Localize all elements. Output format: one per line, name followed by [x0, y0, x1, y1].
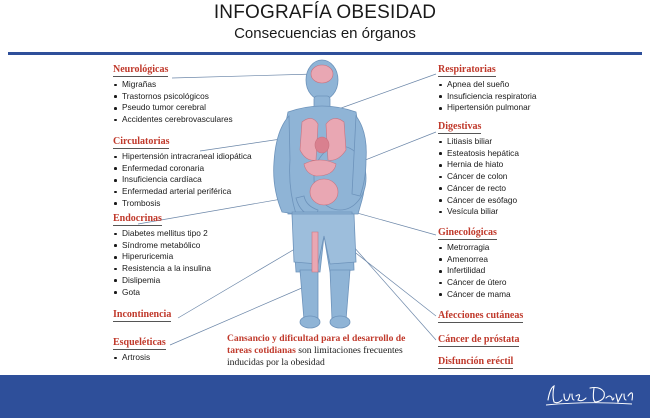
list-ginecologicas	[438, 242, 511, 301]
brain	[311, 65, 333, 83]
signature-logo	[542, 380, 634, 410]
fatigue-note-highlight: Cansancio y dificultad para el desarrollo de tareas cotidianas	[227, 333, 406, 356]
fatigue-note-text: son limitaciones frecuentes inducidas por la obesidad	[227, 345, 403, 368]
category-endocrinas: Endocrinas	[113, 213, 162, 224]
list-item: Hiperuricemia	[113, 251, 211, 263]
category-cancer-prostata: Cáncer de próstata	[438, 334, 520, 345]
list-item: Litiasis biliar	[438, 136, 519, 148]
list-item: Diabetes mellitus tipo 2	[113, 228, 211, 240]
list-item: Cáncer de recto	[438, 183, 519, 195]
femoral-vessel	[312, 232, 318, 272]
list-item: Insuficiencia cardíaca	[113, 174, 252, 186]
list-circulatorias	[113, 151, 252, 210]
list-respiratorias	[438, 79, 536, 114]
category-esqueleticas: Esqueléticas	[113, 337, 166, 348]
category-digestivas: Digestivas	[438, 121, 482, 132]
list-digestivas	[438, 136, 519, 218]
list-item: Cáncer de colon	[438, 171, 519, 183]
connector-afecciones	[352, 250, 436, 316]
list-item: Infertilidad	[438, 265, 511, 277]
category-ginecologicas: Ginecológicas	[438, 227, 497, 238]
list-item: Cáncer de mama	[438, 289, 511, 301]
category-disfuncion-erectil: Disfunción eréctil	[438, 356, 514, 367]
list-item: Resistencia a la insulina	[113, 263, 211, 275]
list-item: Dislipemia	[113, 275, 211, 287]
category-incontinencia: Incontinencia	[113, 309, 172, 320]
category-afecciones-cutaneas: Afecciones cutáneas	[438, 310, 524, 321]
list-item: Amenorrea	[438, 254, 511, 266]
fatigue-note	[227, 333, 427, 369]
list-neurologicas	[113, 79, 233, 126]
list-item: Insuficiencia respiratoria	[438, 91, 536, 103]
list-item: Síndrome metabólico	[113, 240, 211, 252]
connector-neurologicas	[172, 74, 315, 78]
list-item: Pseudo tumor cerebral	[113, 102, 233, 114]
list-item: Artrosis	[113, 352, 150, 364]
list-item: Trombosis	[113, 198, 252, 210]
list-item: Hernia de hiato	[438, 159, 519, 171]
list-item: Esteatosis hepática	[438, 148, 519, 160]
list-item: Trastornos psicológicos	[113, 91, 233, 103]
page-title: INFOGRAFÍA OBESIDAD	[213, 2, 437, 23]
list-endocrinas	[113, 228, 211, 298]
list-esqueleticas	[113, 352, 150, 364]
list-item: Enfermedad coronaria	[113, 163, 252, 175]
list-item: Cáncer de esófago	[438, 195, 519, 207]
list-item: Hipertensión pulmonar	[438, 102, 536, 114]
page-subtitle: Consecuencias en órganos	[234, 25, 416, 42]
list-item: Cáncer de útero	[438, 277, 511, 289]
list-item: Metrorragia	[438, 242, 511, 254]
right-lung	[326, 118, 346, 160]
connector-respiratorias	[330, 74, 436, 112]
category-respiratorias: Respiratorias	[438, 64, 496, 75]
category-circulatorias: Circulatorias	[113, 136, 170, 147]
list-item: Apnea del sueño	[438, 79, 536, 91]
category-neurologicas: Neurológicas	[113, 64, 169, 75]
list-item: Hipertensión intracraneal idiopática	[113, 151, 252, 163]
intestines	[310, 179, 338, 205]
heart	[315, 137, 329, 153]
left-lung	[300, 118, 318, 160]
list-item: Accidentes cerebrovasculares	[113, 114, 233, 126]
list-item: Vesícula biliar	[438, 206, 519, 218]
list-item: Enfermedad arterial periférica	[113, 186, 252, 198]
list-item: Gota	[113, 287, 211, 299]
list-item: Migrañas	[113, 79, 233, 91]
